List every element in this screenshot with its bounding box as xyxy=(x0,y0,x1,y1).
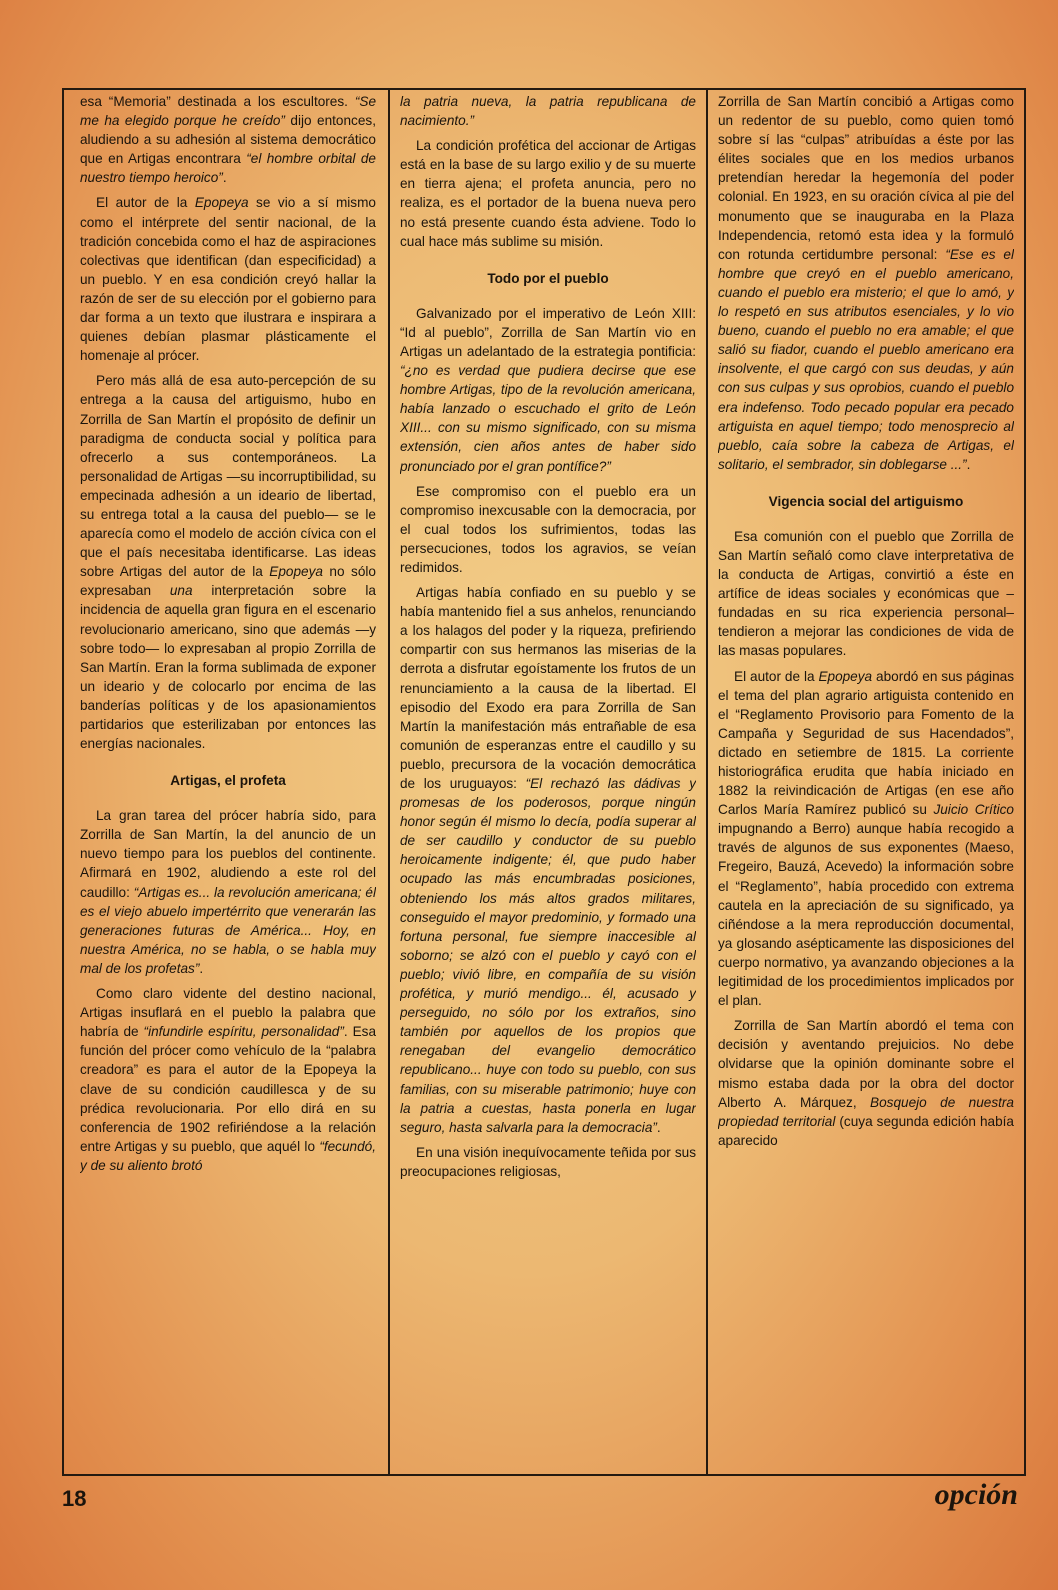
italic-text: Epopeya xyxy=(269,564,323,580)
text-run: Pero más allá de esa auto-percepción de su entrega a la causa del artiguismo, hubo en Zorrilla de San Martín el propósito de definir un paradigma de conducta social y política para ofrecerlo a sus contemporáneos. La personalidad de Artigas —su incorruptibilidad, su empecinada adhesión a un ideario de libertad, su entrega total a la causa del pueblo— se le aparecía como el modelo de acción cívica con el que el país necesitaba identificarse. Las ideas sobre Artigas del autor de la xyxy=(80,373,376,580)
text-run: Artigas había confiado en su pueblo y se había mantenido fiel a sus anhelos, renunciando a los halagos del poder y la riqueza, prefiriendo compartir con sus hermanos las miserias de la derrota a disfrutar egoístamente los frutos de un renunciamiento a la causa de la libertad. El episodio del Exodo era para Zorrilla de San Martín la manifestación más entrañable de esa comunión de esperanzas entre el caudillo y su pueblo, precursora de la vocación democrática de los uruguayos: xyxy=(400,585,696,791)
italic-text: “Ese es el hombre que creyó en el pueblo americano, cuando el pueblo era misterio; el que lo amó, y lo respetó en sus atributos esenciales, y lo vio bueno, cuando el pueblo no era amable; el que salió su fiador, cuando el pueblo americano era insolvente, el que cargó con sus deudas, y aún con sus culpas y sus oprobios, cuando el pueblo era indefenso. Todo pecado popular era pecado artiguista en aquel tiempo; todo menosprecio al pueblo, caía sobre la cabeza de Artigas, el solitario, el sembrador, sin doblegarse ...” xyxy=(718,246,1014,472)
column-divider xyxy=(706,88,708,1476)
italic-text: “El rechazó las dádivas y promesas de los poderosos, porque ningún honor según él mismo lo decía, podía superar al de ser caudillo y conductor de su pueblo heroicamente indigente; él, que pudo haber ocupado las más encumbradas posiciones, obteniendo los más altos grados militares, conseguido el mayor predominio, y formado una fortuna personal, fue siempre inaccesible al soborno; se alzó con el pueblo y cayó con el pueblo; vivió libre, en compañía de su visión profética, y murió mendigo... él, acusado y perseguido, no sólo por los extraños, sino también por aquellos de los propios que renegaban del evangelio democrático republicano... huye con todo su pueblo, con sus familias, con su miserable patrimonio; huye con la patria a cuestas, hasta ponerla en lugar seguro, hasta salvarla para la democracia” xyxy=(400,776,696,1135)
italic-text: “el hombre orbital de nuestro tiempo heroico” xyxy=(80,151,376,186)
text-run: . xyxy=(199,960,204,976)
column-divider xyxy=(388,88,390,1476)
text-run: interpretación sobre la incidencia de aquella gran figura en el escenario revolucionario americano, sino que además —y sobre todo— lo expresaban al propio Zorrilla de San Martín. Eran la forma sublimada de exponer un ideario y de colocarlo por encima de las banderías políticas y de los apasionamientos partidarios que esterilizaban por entonces las energías nacionales. xyxy=(80,583,376,752)
text-run: Como claro vidente del destino nacional, Artigas insuflará en el pueblo la palabra que habría de xyxy=(80,986,376,1040)
column-1 xyxy=(80,92,376,1472)
text-run: . xyxy=(656,1119,661,1135)
text-run: La condición profética del accionar de Artigas está en la base de su largo exilio y de su muerte en tierra ajena; el profeta anuncia, pero no realiza, es el portador de la buena nueva pero no está presente cuando ésta adviene. Todo lo cual hace más sublime su misión. xyxy=(400,138,696,249)
text-run: abordó en sus páginas el tema del plan agrario artiguista contenido en el “Reglamento Provisorio para Fomento de la Campaña y Seguridad de sus Hacendados”, dictado en setiembre de 1815. La corriente historiográfica erudita que había iniciado en 1882 la reivindicación de Artigas (en ese año Carlos María Ramírez publicó su xyxy=(718,668,1014,818)
italic-text: “¿no es verdad que pudiera decirse que ese hombre Artigas, tipo de la revolución americana, había lanzado o escuchado el grito de León XIII... con su mismo significado, con su misma extensión, cien años antes de haber sido pronunciado por el gran pontífice?” xyxy=(400,363,696,474)
paragraph xyxy=(80,92,376,187)
italic-text: la patria nueva, la patria republicana de nacimiento.” xyxy=(400,94,696,129)
italic-text: “Se me ha elegido porque he creído” xyxy=(80,94,376,129)
italic-text: “fecundó, y de su aliento brotó xyxy=(80,1138,376,1173)
magazine-logo: opción xyxy=(934,1478,1018,1511)
text-run: dijo entonces, aludiendo a su adhesión al sistema democrático que en Artigas encontrara xyxy=(80,113,376,167)
text-run: El autor de la xyxy=(734,668,819,684)
text-run: Zorrilla de San Martín abordó el tema con decisión y aventando prejuicios. No debe olvidarse que la opinión dominante sobre el mismo estaba dada por la obra del doctor Alberto A. Márquez, xyxy=(718,1018,1014,1110)
paragraph xyxy=(80,984,376,1175)
text-run: esa “Memoria” destinada a los escultores. xyxy=(80,94,355,109)
paragraph xyxy=(400,583,696,1137)
italic-text: Bosquejo de nuestra propiedad territorial xyxy=(718,1094,1014,1129)
text-run: no sólo expresaban xyxy=(80,564,376,599)
paragraph xyxy=(718,527,1014,661)
italic-text: Epopeya xyxy=(818,668,873,684)
text-run: . xyxy=(222,170,227,186)
paragraph xyxy=(400,304,696,476)
text-run: Galvanizado por el imperativo de León XIII: “Id al pueblo”, Zorrilla de San Martín vio en Artigas un adelantado de la estrategia pontificia: xyxy=(400,305,696,359)
text-run: se vio a sí mismo como el intérprete del sentir nacional, de la tradición concebida como el haz de aspiraciones colectivas que identifican (dan especificidad) a un pueblo. Y en esa condición creyó hallar la razón de ser de su elección por el gobierno para dar forma a un texto que ilustrara e inspirara a quienes debían plasmar plásticamente el homenaje al prócer. xyxy=(80,195,376,364)
paragraph xyxy=(80,806,376,978)
text-run: (cuya segunda edición había aparecido xyxy=(718,1113,1014,1148)
page-number: 18 xyxy=(62,1486,87,1511)
paragraph xyxy=(400,92,696,130)
column-3 xyxy=(718,92,1014,1472)
italic-text: “infundirle espíritu, personalidad” xyxy=(143,1024,344,1040)
text-run: La gran tarea del prócer habría sido, para Zorrilla de San Martín, la del anuncio de un nuevo tiempo para los pueblos del continente. Afirmará en 1902, aludiendo a este rol del caudillo: xyxy=(80,808,376,900)
paragraph xyxy=(718,92,1014,474)
paragraph xyxy=(718,1016,1014,1150)
paragraph xyxy=(718,667,1014,1011)
text-run: impugnando a Berro) aunque había recogido a través de algunos de sus exponentes (Maeso, Fregeiro, Bauzá, Acevedo) la información sobre el “Reglamento”, había procedido con extrema cautela en la apreciación de su significado, ya ciñéndose a la mera reproducción documental, ya glosando asépticamente las disposiciones del cuerpo normativo, ya avanzando objeciones a la legitimidad de los procedimientos implicados por el plan. xyxy=(718,821,1014,1009)
section-heading: Artigas, el profeta xyxy=(170,773,286,789)
paragraph xyxy=(400,1143,696,1181)
text-run: En una visión inequívocamente teñida por sus preocupaciones religiosas, xyxy=(400,1144,696,1179)
text-run: El autor de la xyxy=(96,195,195,211)
italic-text: “Artigas es... la revolución americana; él es el viejo abuelo impertérrito que venerarán las generaciones futuras de América... Hoy, en nuestra América, no se habla, o se habla muy mal de los profetas” xyxy=(80,884,376,976)
paragraph xyxy=(80,371,376,753)
text-run: Esa comunión con el pueblo que Zorrilla de San Martín señaló como clave interpretativa de la conducta de Artigas, convirtió a éste en artífice de ideas sociales y económicas que –fundadas en su rica experiencia personal– tendieron a mejorar las condiciones de vida de las masas populares. xyxy=(718,528,1014,659)
text-run: . Esa función del prócer como vehículo de la “palabra creadora” es para el autor de la Epopeya la clave de su condición caudillesca y de su prédica revolucionaria. Por ello dirá en su conferencia de 1902 refiriéndose a la relación entre Artigas y su pueblo, que aquél lo xyxy=(80,1024,376,1154)
italic-text: una xyxy=(169,583,193,599)
column-2 xyxy=(400,92,696,1472)
text-run: . xyxy=(966,456,971,472)
paragraph xyxy=(400,482,696,577)
italic-text: Juicio Crítico xyxy=(933,802,1014,818)
text-run: Ese compromiso con el pueblo era un compromiso inexcusable con la democracia, por el cual todos los sufrimientos, todas las persecuciones, todos los agravios, se veían redimidos. xyxy=(400,483,696,575)
section-heading: Todo por el pueblo xyxy=(487,270,609,286)
paragraph xyxy=(400,136,696,251)
section-heading: Vigencia social del artiguismo xyxy=(768,493,964,509)
paragraph xyxy=(80,193,376,365)
text-run: Zorrilla de San Martín concibió a Artigas como un redentor de su pueblo, como quien tomó sobre sí las “culpas” atribuídas a éste por las élites sociales que en los medios urbanos pretendían heredar la hegemonía del poder colonial. En 1923, en su oración cívica al pie del monumento que se inauguraba en la Plaza Independencia, retomó esta idea y la formuló con rotunda certidumbre personal: xyxy=(718,94,1014,262)
italic-text: Epopeya xyxy=(194,195,249,211)
